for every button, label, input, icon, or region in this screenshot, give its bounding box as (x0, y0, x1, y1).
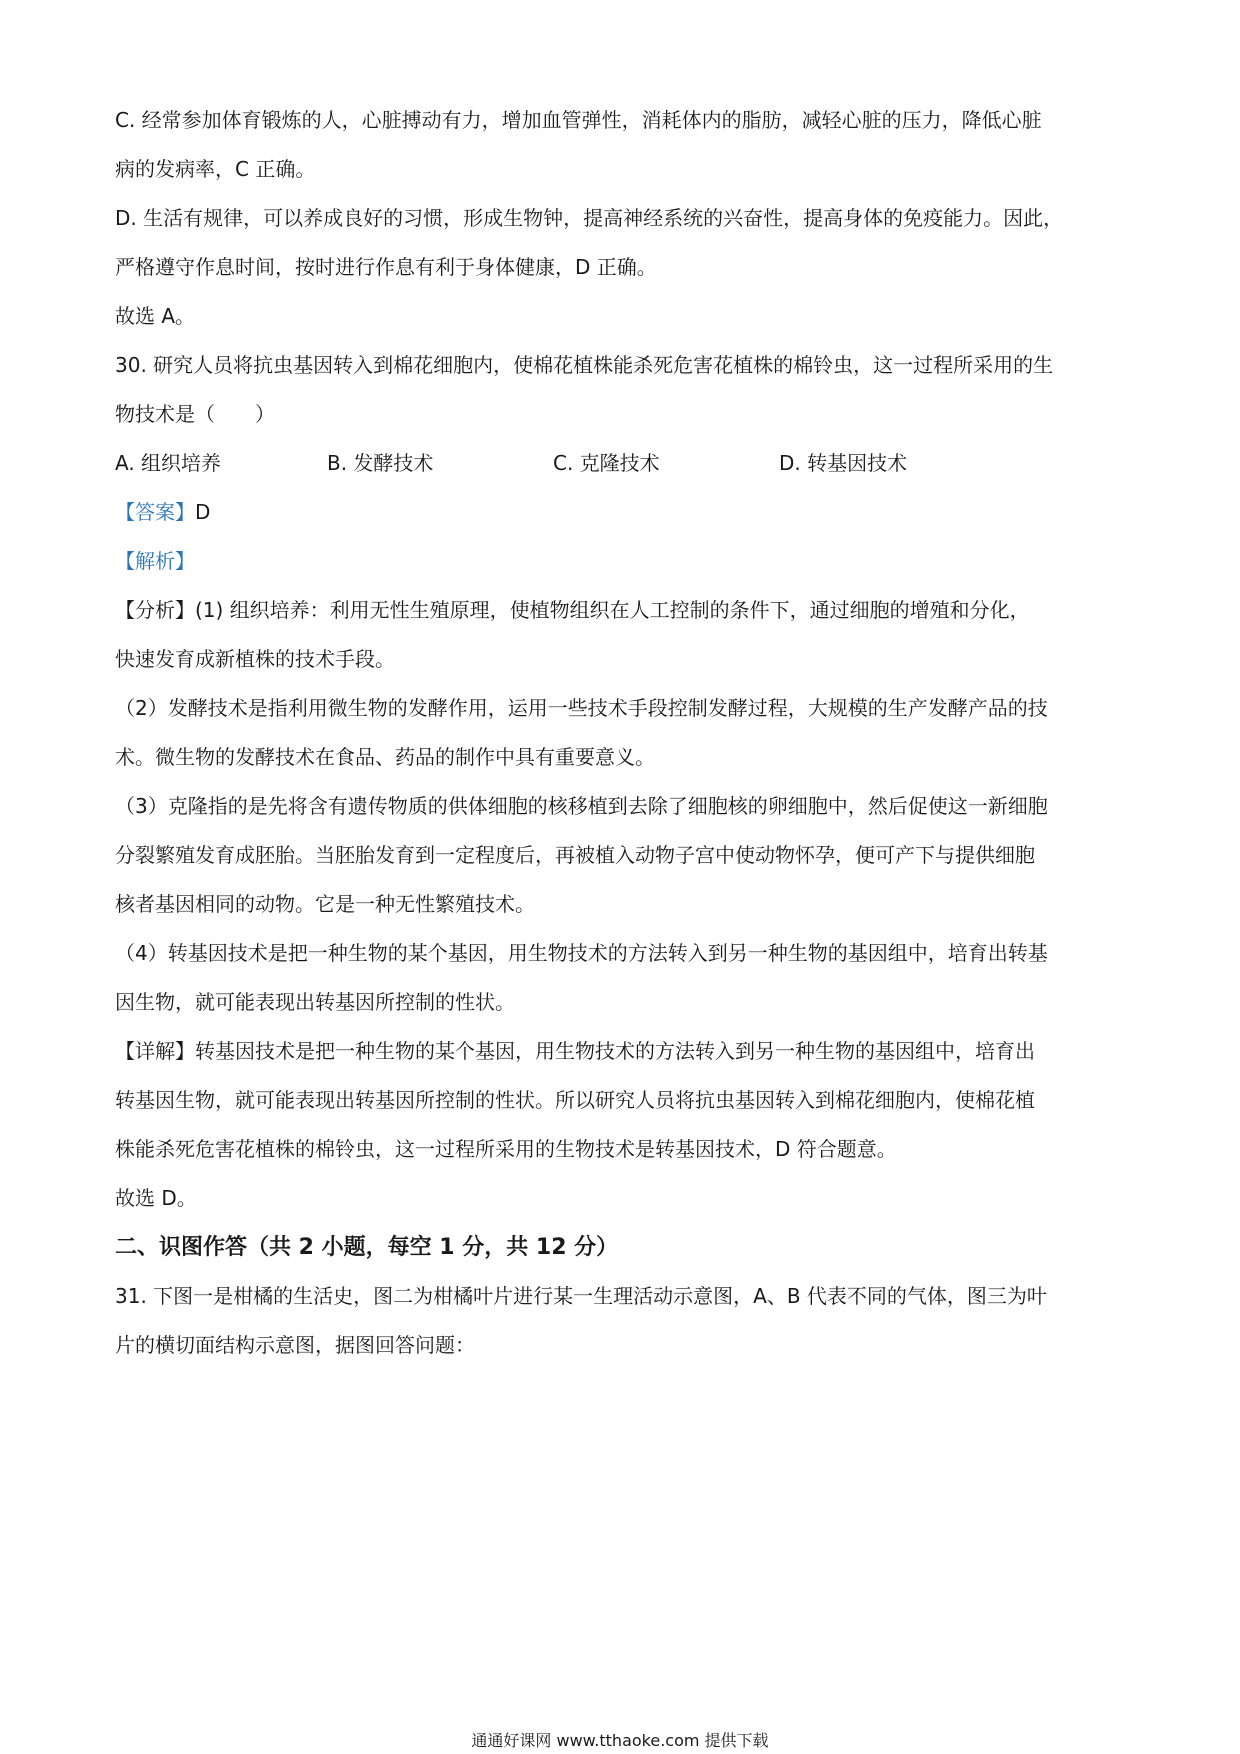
q30-stem-line2: 物技术是（ ） (115, 402, 275, 426)
previous-choice: 故选 A。 (115, 304, 196, 328)
detail-text: 转基因技术是把一种生物的某个基因，用生物技术的方法转入到另一种生物的基因组中，培育出 (195, 1039, 1035, 1063)
q30-detail-line1 (115, 1027, 1125, 1076)
q30-point2-line2: 术。微生物的发酵技术在食品、药品的制作中具有重要意义。 (115, 745, 655, 769)
q30-point2-line1: （2）发酵技术是指利用微生物的发酵作用，运用一些技术手段控制发酵过程，大规模的生产发酵产品的技 (115, 696, 1048, 720)
fenxi-text: (1) 组织培养：利用无性生殖原理，使植物组织在人工控制的条件下，通过细胞的增殖和分化， (195, 598, 1030, 622)
q30-point3-line3: 核者基因相同的动物。它是一种无性繁殖技术。 (115, 892, 535, 916)
q30-detail-line3: 株能杀死危害花植株的棉铃虫，这一过程所采用的生物技术是转基因技术，D 符合题意。 (115, 1137, 897, 1161)
q30-point3-line1: （3）克隆指的是先将含有遗传物质的供体细胞的核移植到去除了细胞核的卵细胞中，然后促使这一新细胞 (115, 794, 1048, 818)
fenxi-tag: 【分析】 (115, 598, 195, 622)
option-c-explanation-line1: C. 经常参加体育锻炼的人，心脏搏动有力，增加血管弹性，消耗体内的脂肪，减轻心脏的压力，降低心脏 (115, 108, 1042, 132)
option-d-explanation-line1: D. 生活有规律，可以养成良好的习惯，形成生物钟，提高神经系统的兴奋性，提高身体的免疫能力。因此， (115, 206, 1064, 230)
q30-fenxi-line1 (115, 586, 1125, 635)
q30-option-d: D. 转基因技术 (779, 451, 908, 475)
q30-stem-line1: 30. 研究人员将抗虫基因转入到棉花细胞内，使棉花植株能杀死危害花植株的棉铃虫，这一过程所采用的生 (115, 353, 1054, 377)
q30-option-b: B. 发酵技术 (327, 451, 434, 475)
option-d-explanation-line2: 严格遵守作息时间，按时进行作息有利于身体健康，D 正确。 (115, 255, 657, 279)
q30-options (115, 439, 1125, 488)
q30-answer (115, 488, 1125, 537)
q31-stem-line2: 片的横切面结构示意图，据图回答问题： (115, 1333, 475, 1357)
q31-stem-line1: 31. 下图一是柑橘的生活史，图二为柑橘叶片进行某一生理活动示意图，A、B 代表不同的气体，图三为叶 (115, 1284, 1047, 1308)
answer-tag: 【答案】 (115, 500, 195, 524)
q30-option-c: C. 克隆技术 (553, 451, 660, 475)
q30-fenxi-line2: 快速发育成新植株的技术手段。 (115, 647, 395, 671)
detail-tag: 【详解】 (115, 1039, 195, 1063)
q30-point4-line1: （4）转基因技术是把一种生物的某个基因，用生物技术的方法转入到另一种生物的基因组中，培育出转基 (115, 941, 1048, 965)
page-footer: 通通好课网 www.tthaoke.com 提供下载 (471, 1731, 769, 1750)
answer-value: D (195, 500, 211, 524)
option-c-explanation-line2: 病的发病率，C 正确。 (115, 157, 316, 181)
document-page (115, 96, 1125, 1370)
analysis-tag: 【解析】 (115, 549, 195, 573)
q30-analysis-heading (115, 537, 1125, 586)
q30-detail-line2: 转基因生物，就可能表现出转基因所控制的性状。所以研究人员将抗虫基因转入到棉花细胞内，使棉花植 (115, 1088, 1035, 1112)
q30-point4-line2: 因生物，就可能表现出转基因所控制的性状。 (115, 990, 515, 1014)
q30-choice: 故选 D。 (115, 1186, 197, 1210)
q30-option-a: A. 组织培养 (115, 451, 222, 475)
section-2-title: 二、识图作答（共 2 小题，每空 1 分，共 12 分） (115, 1235, 619, 1260)
q30-point3-line2: 分裂繁殖发育成胚胎。当胚胎发育到一定程度后，再被植入动物子宫中使动物怀孕，便可产下与提供细胞 (115, 843, 1035, 867)
